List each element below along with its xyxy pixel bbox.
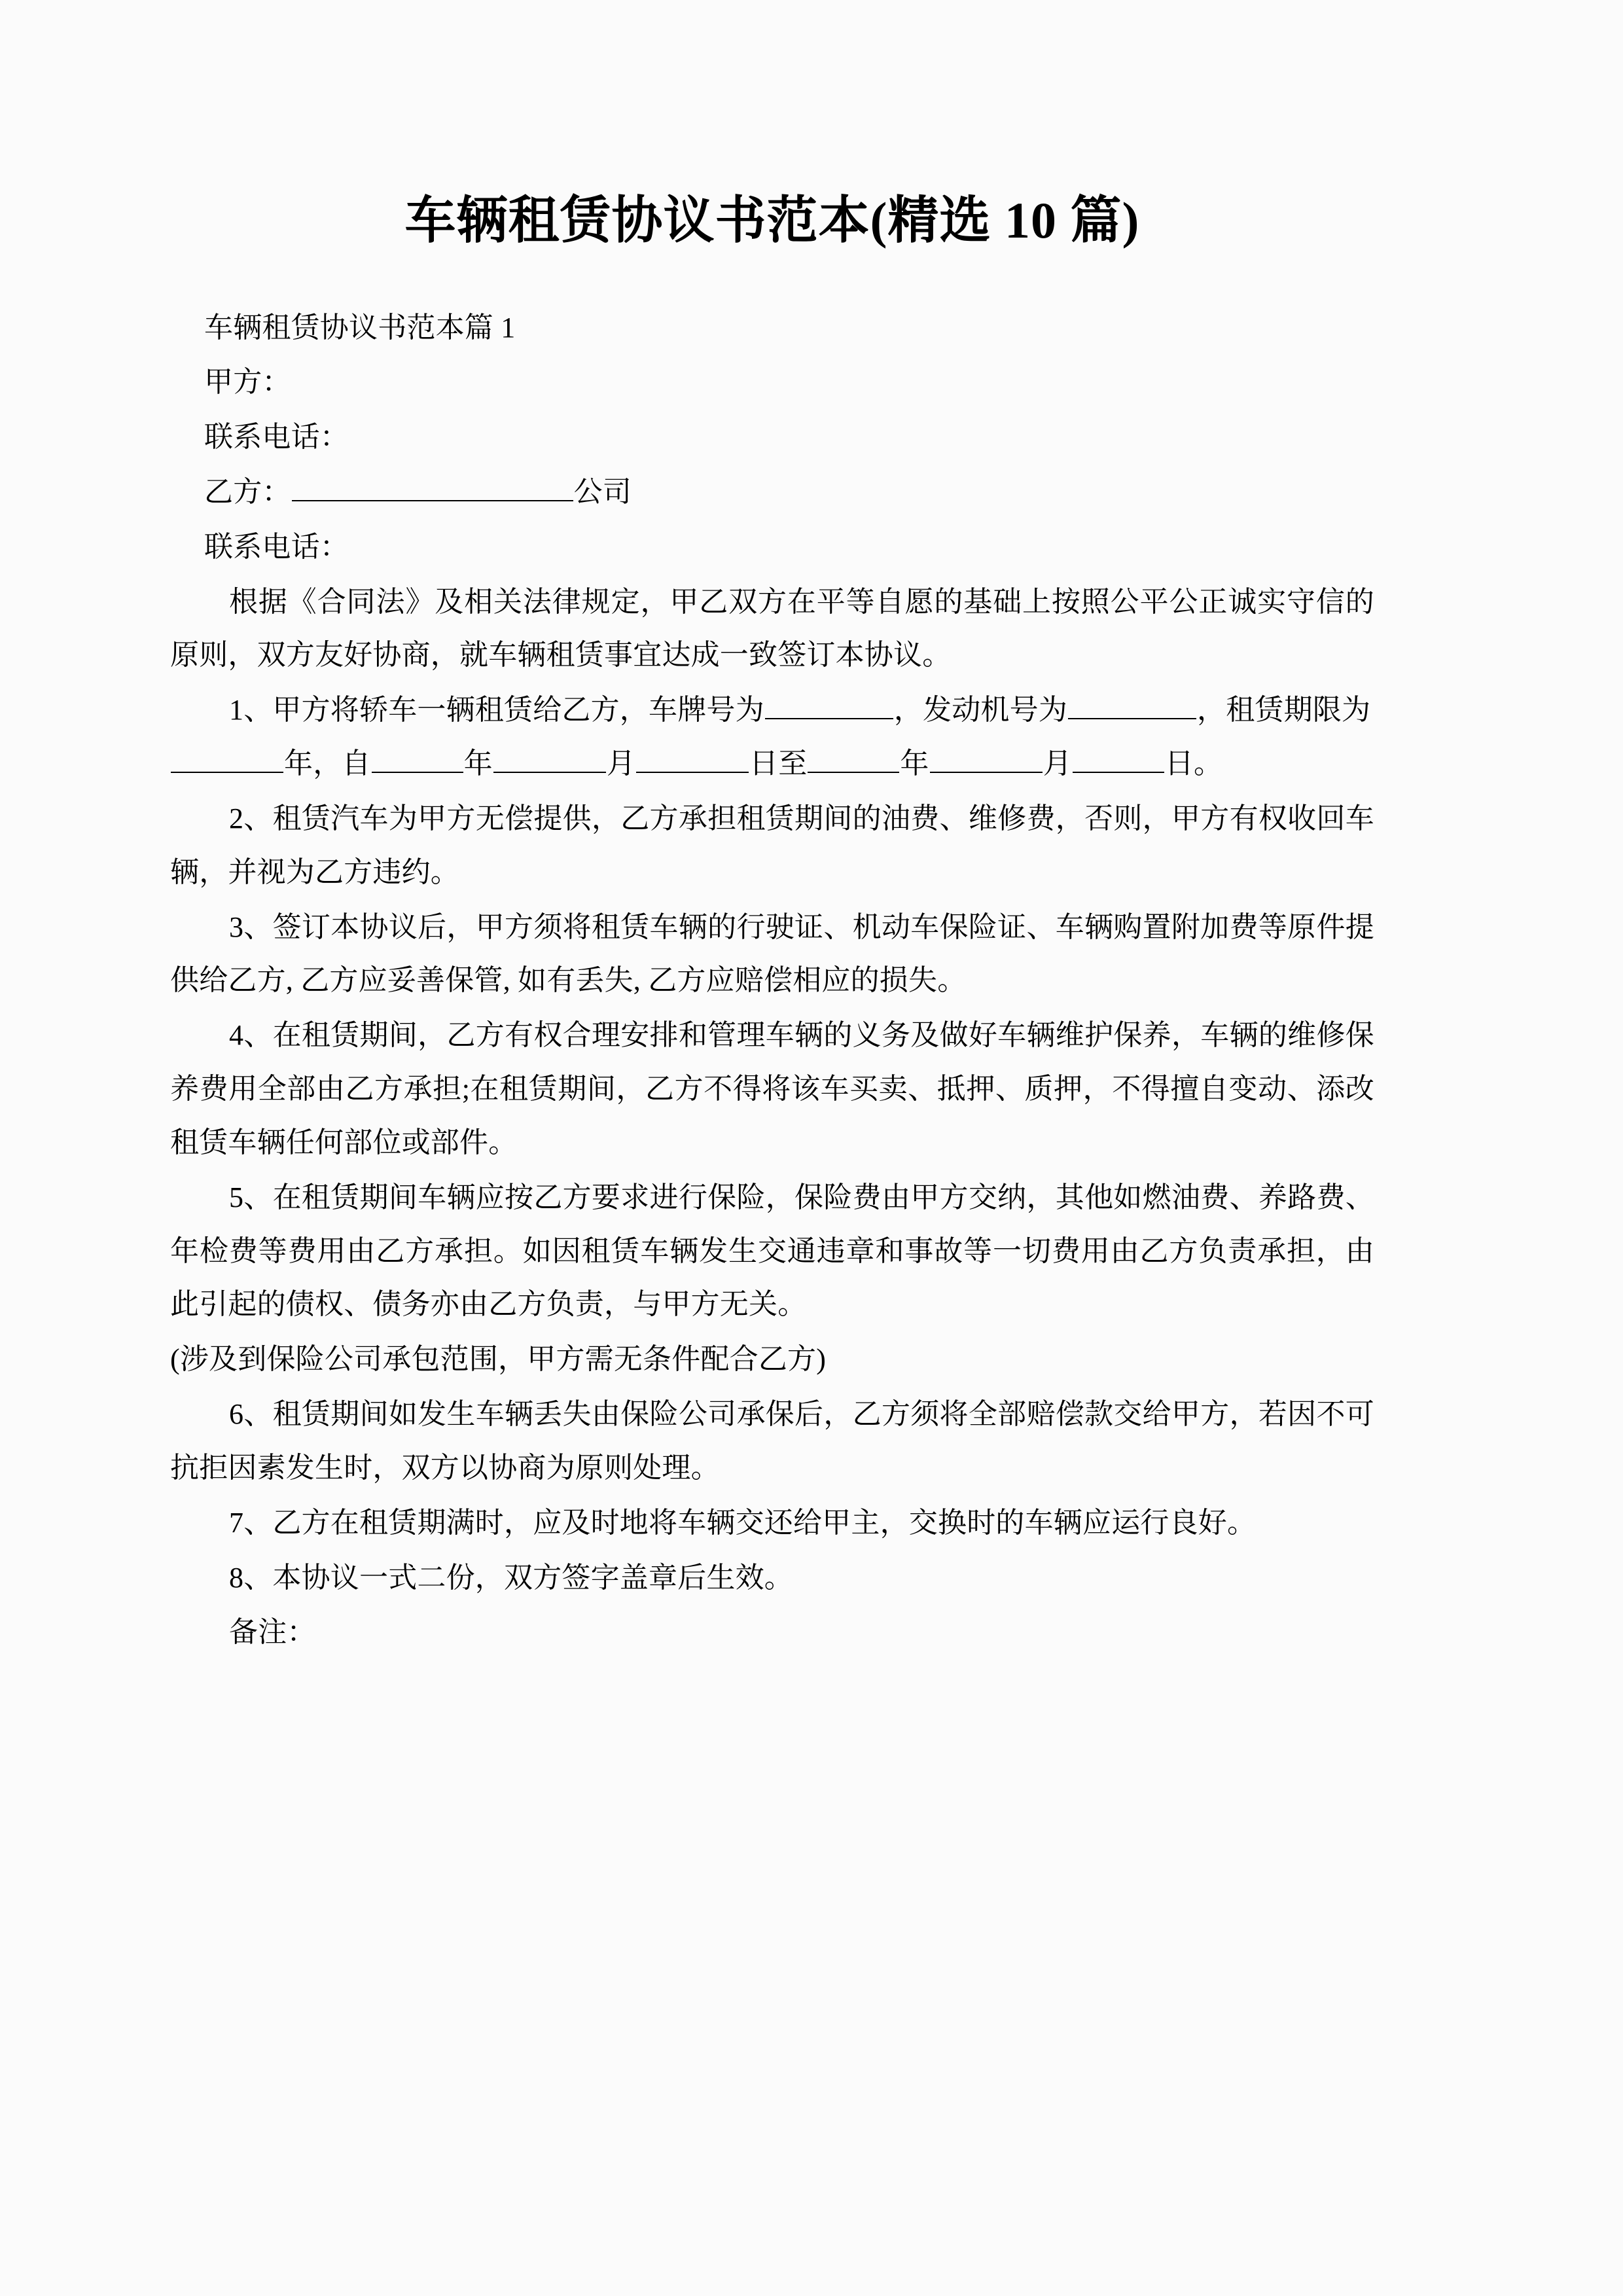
clause-8 <box>170 1551 1374 1605</box>
clause-5 <box>170 1171 1374 1331</box>
end-month-blank[interactable] <box>930 742 1043 773</box>
party-b-phone-label: 联系电话： <box>204 530 349 563</box>
clause-1-seg-9: 日。 <box>1164 747 1223 780</box>
clause-3-text: 签订本协议后，甲方须将租赁车辆的行驶证、机动车保险证、车辆购置附加费等原件提供给乙方, 乙方应妥善保管, 如有丢失, 乙方应赔偿相应的损失。 <box>170 910 1374 997</box>
clause-1-seg-1: ，发动机号为 <box>893 694 1068 726</box>
document-body <box>170 301 1374 1660</box>
page-title: 车辆租赁协议书范本(精选 10 篇) <box>404 192 1140 249</box>
plate-number-blank[interactable] <box>765 688 893 719</box>
clause-4 <box>170 1009 1374 1169</box>
clause-1-seg-3: 年，自 <box>284 747 371 780</box>
clause-5-note: (涉及到保险公司承包范围，甲方需无条件配合乙方) <box>170 1343 827 1376</box>
clause-7-number: 7、 <box>229 1506 273 1539</box>
remark-label: 备注： <box>229 1616 316 1649</box>
clause-5-text: 在租赁期间车辆应按乙方要求进行保险，保险费由甲方交纳，其他如燃油费、养路费、年检费等费用由乙方承担。如因租赁车辆发生交通违章和事故等一切费用由乙方负责承担，由此引起的债权、债务亦由乙方负责，与甲方无关。 <box>170 1181 1374 1321</box>
clause-1-seg-6: 日至 <box>749 747 808 780</box>
end-year-blank[interactable] <box>808 742 899 773</box>
party-b-name-blank[interactable] <box>292 470 573 501</box>
party-a-label: 甲方： <box>204 366 291 399</box>
clause-1-seg-0: 甲方将轿车一辆租赁给乙方，车牌号为 <box>272 694 764 726</box>
clause-1-number: 1、 <box>229 694 273 726</box>
document-content <box>170 0 1374 1660</box>
clause-1 <box>170 683 1374 791</box>
clause-1-seg-2: ，租赁期限为 <box>1197 694 1371 726</box>
clause-8-text: 本协议一式二份，双方签字盖章后生效。 <box>272 1561 794 1594</box>
preamble-paragraph: 根据《合同法》及相关法律规定，甲乙双方在平等自愿的基础上按照公平公正诚实守信的原则，双方友好协商，就车辆租赁事宜达成一致签订本协议。 <box>170 585 1374 672</box>
clause-7 <box>170 1496 1374 1550</box>
lease-term-blank[interactable] <box>171 742 283 773</box>
clause-2-text: 租赁汽车为甲方无偿提供，乙方承担租赁期间的油费、维修费，否则，甲方有权收回车辆，并视为乙方违约。 <box>170 802 1374 888</box>
clause-6-number: 6、 <box>229 1398 273 1431</box>
clause-6 <box>170 1388 1374 1495</box>
section-heading: 车辆租赁协议书范本篇 1 <box>204 311 516 344</box>
start-year-blank[interactable] <box>372 742 463 773</box>
party-b-suffix: 公司 <box>573 475 632 508</box>
clause-1-seg-7: 年 <box>900 747 929 780</box>
party-b-label: 乙方： <box>204 475 291 508</box>
clause-6-text: 租赁期间如发生车辆丢失由保险公司承保后，乙方须将全部赔偿款交给甲方，若因不可抗拒因素发生时，双方以协商为原则处理。 <box>170 1398 1374 1484</box>
clause-5-number: 5、 <box>229 1181 273 1213</box>
clause-3 <box>170 901 1374 1008</box>
clause-1-seg-4: 年 <box>463 747 493 780</box>
party-a-phone-label: 联系电话： <box>204 421 349 454</box>
clause-1-seg-8: 月 <box>1043 747 1072 780</box>
clause-8-number: 8、 <box>229 1561 273 1594</box>
party-b-line <box>204 465 1374 519</box>
start-day-blank[interactable] <box>636 742 749 773</box>
clause-4-number: 4、 <box>229 1019 273 1052</box>
start-month-blank[interactable] <box>493 742 606 773</box>
clause-2-number: 2、 <box>229 802 273 834</box>
clause-7-text: 乙方在租赁期满时，应及时地将车辆交还给甲主，交换时的车辆应运行良好。 <box>272 1506 1257 1539</box>
end-day-blank[interactable] <box>1073 742 1164 773</box>
clause-1-seg-5: 月 <box>606 747 636 780</box>
clause-4-text: 在租赁期间，乙方有权合理安排和管理车辆的义务及做好车辆维护保养，车辆的维修保养费用全部由乙方承担;在租赁期间，乙方不得将该车买卖、抵押、质押，不得擅自变动、添改租赁车辆任何部位或部件。 <box>170 1019 1374 1158</box>
clause-2 <box>170 792 1374 899</box>
clause-3-number: 3、 <box>229 910 273 943</box>
engine-number-blank[interactable] <box>1068 688 1196 719</box>
